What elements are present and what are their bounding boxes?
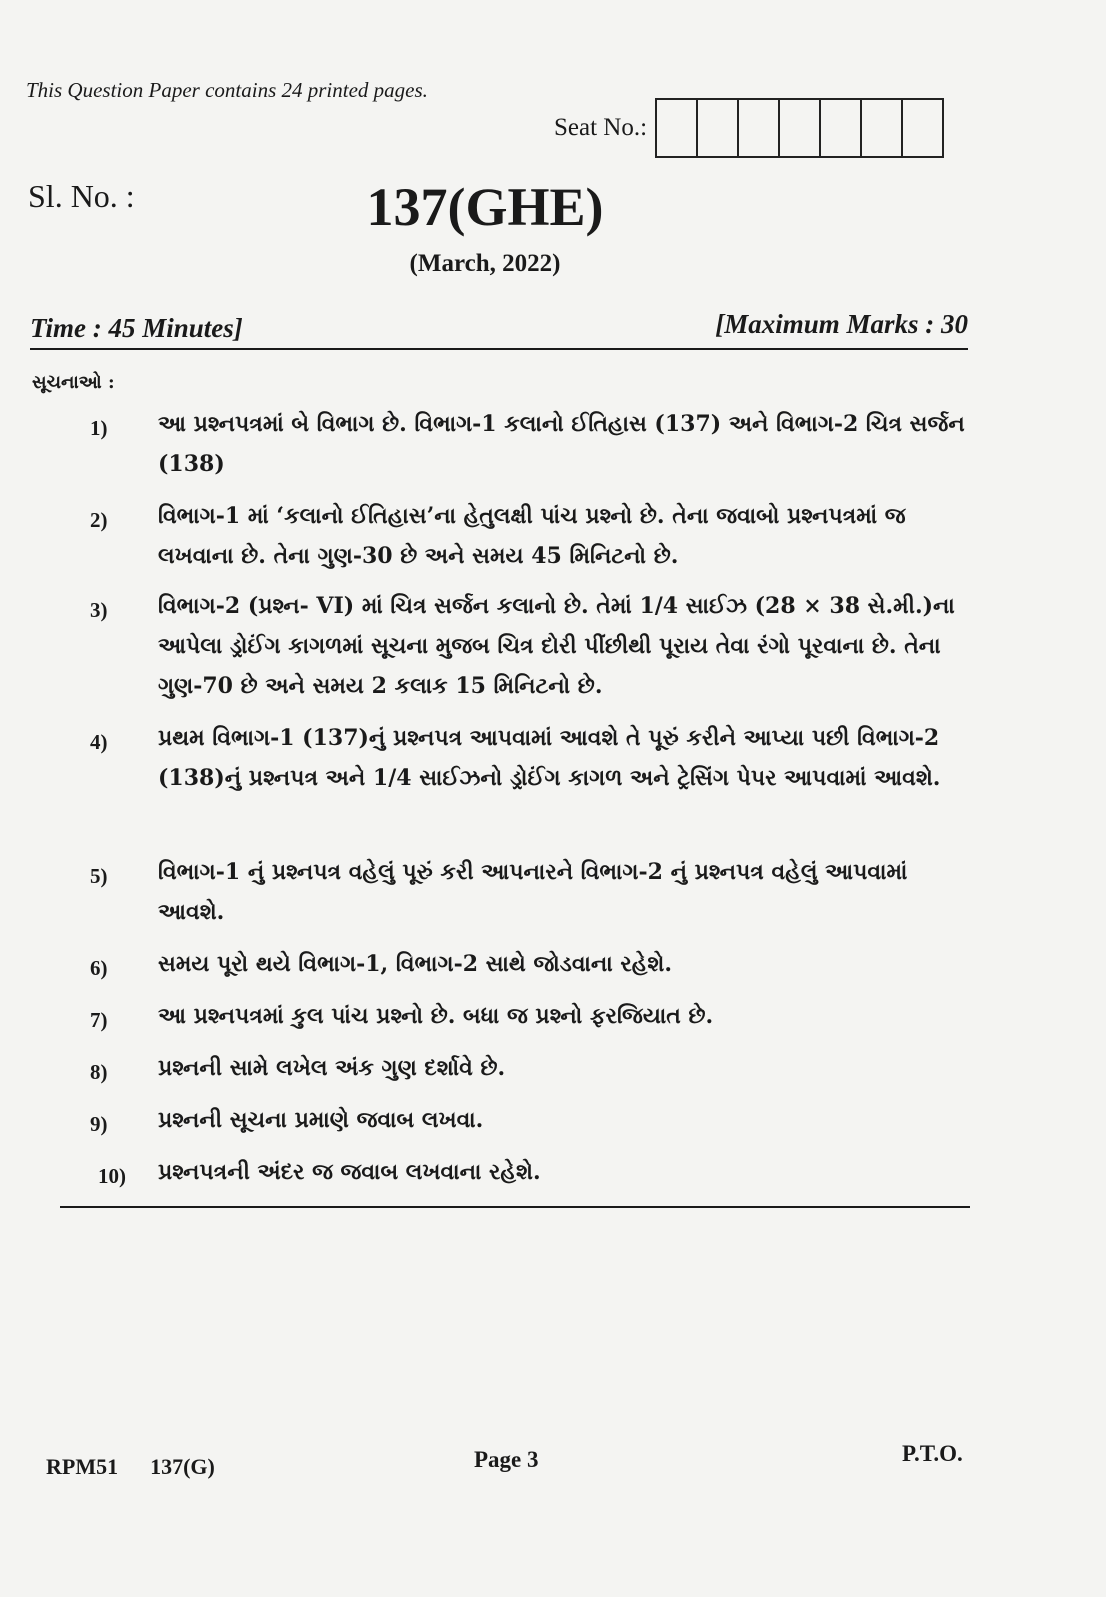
footer-paper-code: 137(G) [150, 1454, 215, 1479]
instruction-text: પ્રશ્નની સામે લખેલ અંક ગુણ દર્શાવે છે. [158, 1055, 506, 1081]
instruction-text: પ્રશ્નની સૂચના પ્રમાણે જવાબ લખવા. [158, 1107, 484, 1133]
seat-number-block [554, 98, 944, 158]
page-number: Page 3 [474, 1447, 539, 1472]
instruction-text: પ્રથમ વિભાગ-1 (137)નું પ્રશ્નપત્ર આપવામાં આવશે તે પૂરું કરીને આપ્યા પછી વિભાગ-2 (138)નું પ્રશ્નપત્ર અને 1/4 સાઈઝનો ડ્રોઈંગ કાગળ અને ટ્રેસિંગ પેપર આપવામાં આવશે. [158, 725, 941, 791]
instruction-text: વિભાગ-1 માં ‘કલાનો ઈતિહાસ’ના હેતુલક્ષી પાંચ પ્રશ્નો છે. તેના જવાબો પ્રશ્નપત્રમાં જ લખવાના છે. તેના ગુણ-30 છે અને સમય 45 મિનિટનો છે. [158, 503, 906, 569]
time-allowed: Time : 45 Minutes] [30, 313, 243, 343]
instruction-number: 4) [90, 730, 108, 754]
seat-digit-box [739, 100, 780, 156]
instructions-divider [60, 1206, 970, 1208]
instruction-number: 5) [90, 864, 108, 888]
instruction-number: 1) [90, 416, 108, 440]
instructions-heading: સૂચનાઓ : [32, 372, 115, 393]
instruction-text: વિભાગ-2 (પ્રશ્ન- VI) માં ચિત્ર સર્જન કલાનો છે. તેમાં 1/4 સાઈઝ (28 × 38 સે.મી.)ના આપેલા ડ્રોઈંગ કાગળમાં સૂચના મુજબ ચિત્ર દોરી પીંછીથી પૂરાય તેવા રંગો પૂરવાના છે. તેના ગુણ-70 છે અને સમય 2 કલાક 15 મિનિટનો છે. [158, 593, 955, 699]
exam-date: (March, 2022) [409, 250, 561, 277]
footer-codes [46, 1454, 215, 1480]
seat-number-boxes [655, 98, 944, 158]
seat-digit-box [903, 100, 942, 156]
instruction-text: વિભાગ-1 નું પ્રશ્નપત્ર વહેલું પૂરું કરી આપનારને વિભાગ-2 નું પ્રશ્નપત્ર વહેલું આપવામાં આવશે. [158, 859, 908, 925]
serial-number-label: Sl. No. : [28, 178, 135, 214]
seat-digit-box [821, 100, 862, 156]
please-turn-over: P.T.O. [902, 1441, 963, 1466]
seat-digit-box [780, 100, 821, 156]
instruction-number: 8) [90, 1060, 108, 1084]
instruction-number: 7) [90, 1008, 108, 1032]
seat-digit-box [657, 100, 698, 156]
instruction-text: આ પ્રશ્નપત્રમાં બે વિભાગ છે. વિભાગ-1 કલાનો ઈતિહાસ (137) અને વિભાગ-2 ચિત્ર સર્જન (138) [158, 411, 965, 477]
instruction-number: 2) [90, 508, 108, 532]
instruction-number: 3) [90, 598, 108, 622]
header-divider [30, 348, 968, 350]
paper-code: 137(GHE) [366, 177, 604, 237]
printed-pages-note: This Question Paper contains 24 printed pages. [26, 78, 428, 102]
instruction-number: 6) [90, 956, 108, 980]
instruction-number: 10) [98, 1164, 126, 1188]
seat-digit-box [698, 100, 739, 156]
maximum-marks: [Maximum Marks : 30 [715, 309, 968, 339]
instruction-number: 9) [90, 1112, 108, 1136]
footer-batch-code: RPM51 [46, 1454, 119, 1479]
instruction-text: પ્રશ્નપત્રની અંદર જ જવાબ લખવાના રહેશે. [158, 1159, 541, 1185]
seat-digit-box [862, 100, 903, 156]
seat-number-label: Seat No.: [554, 114, 648, 141]
instruction-text: આ પ્રશ્નપત્રમાં કુલ પાંચ પ્રશ્નો છે. બધા જ પ્રશ્નો ફરજિયાત છે. [158, 1003, 714, 1029]
instruction-text: સમય પૂરો થયે વિભાગ-1, વિભાગ-2 સાથે જોડવાના રહેશે. [158, 951, 673, 977]
